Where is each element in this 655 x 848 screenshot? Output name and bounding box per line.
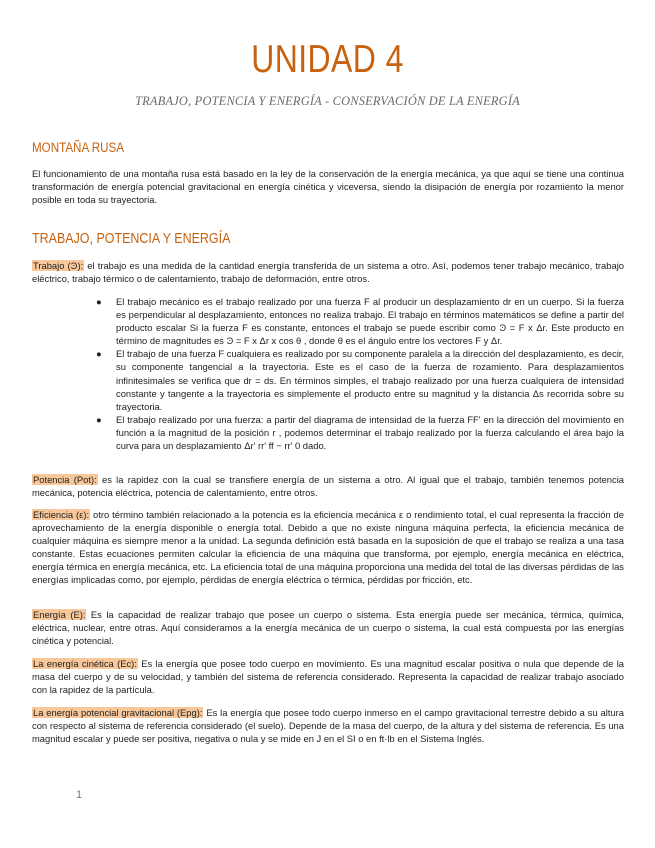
bullet-icon: ● xyxy=(96,413,102,425)
term-potencia: Potencia (Pot): xyxy=(33,474,97,485)
bullet-icon: ● xyxy=(96,296,102,307)
page-subtitle: TRABAJO, POTENCIA Y ENERGÍA - CONSERVACIÓN DE LA ENERGÍA xyxy=(135,94,520,108)
paragraph-energia-cinetica xyxy=(32,657,624,696)
list-item: ● El trabajo realizado por una fuerza: a partir del diagrama de intensidad de la fuerza FF' en la dirección del movimiento en función a la magnitud de la posición r , podemos determinar el trabajo realizado por la fuerza calculando el área bajo la curva para un desplazamiento Δr' rr' ff − rr' 0 dado. xyxy=(96,413,624,452)
paragraph-energia-potencial xyxy=(32,706,624,745)
paragraph-energia xyxy=(32,608,624,647)
paragraph-potencia xyxy=(32,473,624,499)
list-item: ● El trabajo de una fuerza F cualquiera es realizado por su componente paralela a la dirección del desplazamiento, es decir, su componente tangencial a la trayectoria. Este es el caso de la fuerza de rozamiento. Para desplazamientos infinitesimales se verifica que dr = ds. En términos simples, el trabajo realizado por una fuerza cualquiera de intensidad constante y tangente a la trayectoria es simplemente el producto entre su magnitud y la distancia Δs recorrida sobre su trayectoria. xyxy=(96,348,624,412)
section-heading-montana-rusa: MONTAÑA RUSA xyxy=(32,140,125,155)
paragraph-montana-rusa: El funcionamiento de una montaña rusa está basado en la ley de la conservación de la energía mecánica, ya que aquí se tiene una continua transformación de energía potencial gravitacional en energía cinética y viceversa, siendo la disipación de energía por rozamiento la menor posible en toda su trayectoria. xyxy=(32,168,624,206)
bullet-icon: ● xyxy=(96,348,102,360)
text-energia: Es la capacidad de realizar trabajo que posee un cuerpo o sistema. Esta energía puede ser mecánica, térmica, química, eléctrica, nuclear, entre otras. Aquí consideramos a la energía mecánica de un cuerpo o sistema, la cual está compuesta por las energías cinética y potencial. xyxy=(32,609,625,647)
section-heading-trabajo-potencia-energia: TRABAJO, POTENCIA Y ENERGÍA xyxy=(32,231,231,247)
term-energia-potencial: La energía potencial gravitacional (Epg): xyxy=(33,707,203,718)
term-eficiencia: Eficiencia (ε): xyxy=(33,509,90,520)
text-energia-potencial: Es la energía que posee todo cuerpo inmerso en el campo gravitacional terrestre debido a su altura con respecto al sistema de referencia considerado (el suelo). Depende de la masa del cuerpo, de la altura y del sistema de referencia. Es una magnitud escalar y puede ser positiva, negativa o nula y se mide en J en el SI o en ft·lb en el Sistema Inglés. xyxy=(32,707,624,745)
list-item: ● El trabajo mecánico es el trabajo realizado por una fuerza F al producir un desplazamiento dr en un cuerpo. Si la fuerza es perpendicular al desplazamiento, entonces no realiza trabajo. El trabajo en términos matemáticos se define a partir del producto escalar Si la fuerza F es constante, entonces el trabajo se puede escribir como Ͽ = F x Δr. Este producto en término de magnitudes es Ͽ = F x Δr x cos θ , donde θ es el ángulo entre los vectores F y Δr. xyxy=(96,296,624,347)
page-title: UNIDAD 4 xyxy=(251,38,404,81)
term-trabajo: Trabajo (Ͽ): xyxy=(33,260,84,271)
text-energia-cinetica: Es la energía que posee todo cuerpo en movimiento. Es una magnitud escalar positiva o nula que depende de la masa del cuerpo y de su velocidad, y también del sistema de referencia considerado. Representa la capacidad de realizar trabajo asociado con la rapidez de la partícula. xyxy=(32,658,624,696)
paragraph-trabajo xyxy=(32,259,624,285)
term-energia-cinetica: La energía cinética (Ec): xyxy=(33,658,137,669)
text-potencia: es la rapidez con la cual se transfiere energía de un sistema a otro. Al igual que el trabajo, también tenemos potencia mecánica, potencia eléctrica, potencia de calentamiento, entre otros. xyxy=(32,474,625,499)
trabajo-bullet-list xyxy=(96,295,624,452)
paragraph-eficiencia xyxy=(32,508,624,587)
text-trabajo: el trabajo es una medida de la cantidad energía transferida de un sistema a otro. Así, podemos tener trabajo mecánico, trabajo eléctrico, trabajo térmico o de calentamiento, trabajo de deformación, entre otros. xyxy=(32,260,624,285)
page-number: 1 xyxy=(76,789,83,801)
text-eficiencia: otro término también relacionado a la potencia es la eficiencia mecánica ε o rendimiento total, el cual representa la fracción de aprovechamiento de la energía disponible o energía total. Debido a que no existe ninguna máquina perfecta, la eficiencia mecánica de cualquier máquina es siempre menor a la unidad. La segunda definición está basada en la suposición de que el trabajo se realiza a una tasa constante. Estas ecuaciones permiten calcular la eficiencia de una máquina que transforma, por ejemplo, energía mecánica en eléctrica, energía térmica en energía mecánica, etc. La eficiencia total de una máquina proporciona una medida del total de las diversas pérdidas de las energías implicadas como, por ejemplo, pérdidas de energía eléctrica o térmica, pérdidas por fricción, etc. xyxy=(32,509,624,586)
term-energia: Energía (E): xyxy=(33,609,86,620)
